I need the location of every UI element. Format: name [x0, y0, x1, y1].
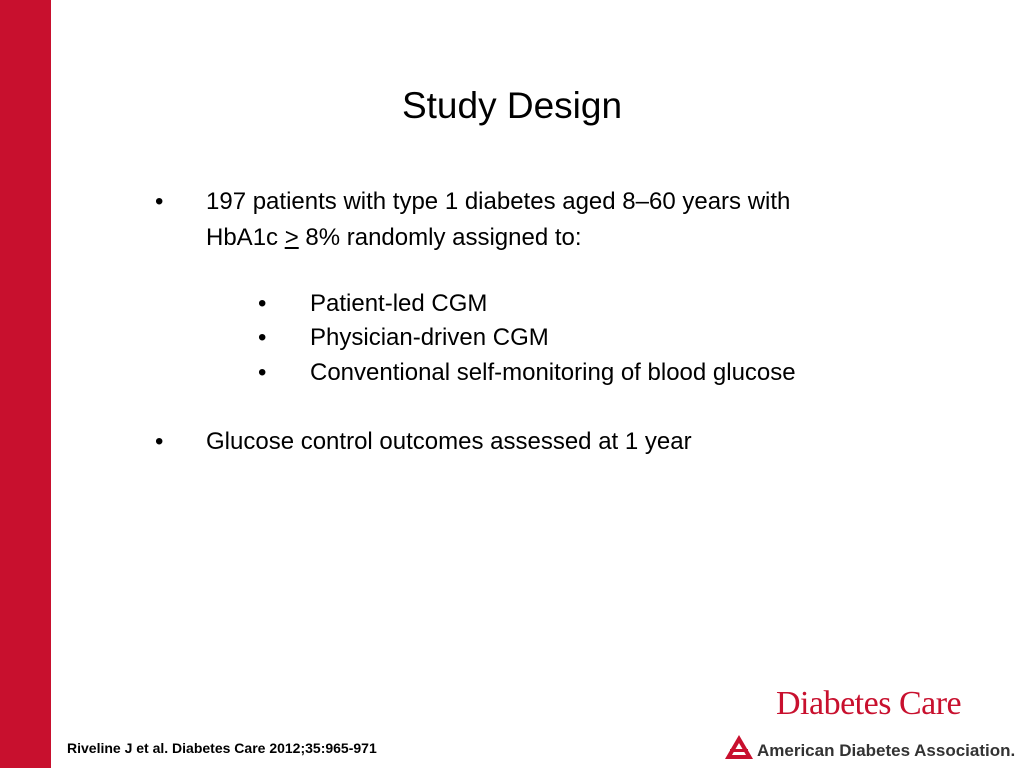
hba1c-label: HbA1c — [206, 224, 285, 251]
subbullet-text: Physician-driven CGM — [310, 324, 549, 351]
subbullet-marker: • — [258, 359, 267, 386]
bullet-text: Glucose control outcomes assessed at 1 year — [206, 428, 692, 455]
slide-title: Study Design — [401, 85, 623, 126]
citation: Riveline J et al. Diabetes Care 2012;35:965-971 — [67, 740, 377, 756]
ada-triangle-logo-icon — [724, 734, 754, 760]
bullet-text: 197 patients with type 1 diabetes aged 8–60 years with — [206, 188, 791, 215]
bullet-text-line2 — [206, 220, 582, 256]
subbullet-text: Patient-led CGM — [310, 290, 488, 317]
subbullet-marker: • — [258, 290, 267, 317]
bullet-marker: • — [155, 428, 164, 455]
bullet-marker: • — [155, 188, 164, 215]
subbullet-text: Conventional self-monitoring of blood glucose — [310, 359, 796, 386]
organization-name: American Diabetes Association. — [757, 741, 1016, 760]
greater-equal-symbol: > — [284, 224, 299, 251]
journal-logo: Diabetes Care — [776, 685, 962, 722]
subbullet-marker: • — [258, 324, 267, 351]
assignment-text: 8% randomly assigned to: — [298, 224, 582, 251]
